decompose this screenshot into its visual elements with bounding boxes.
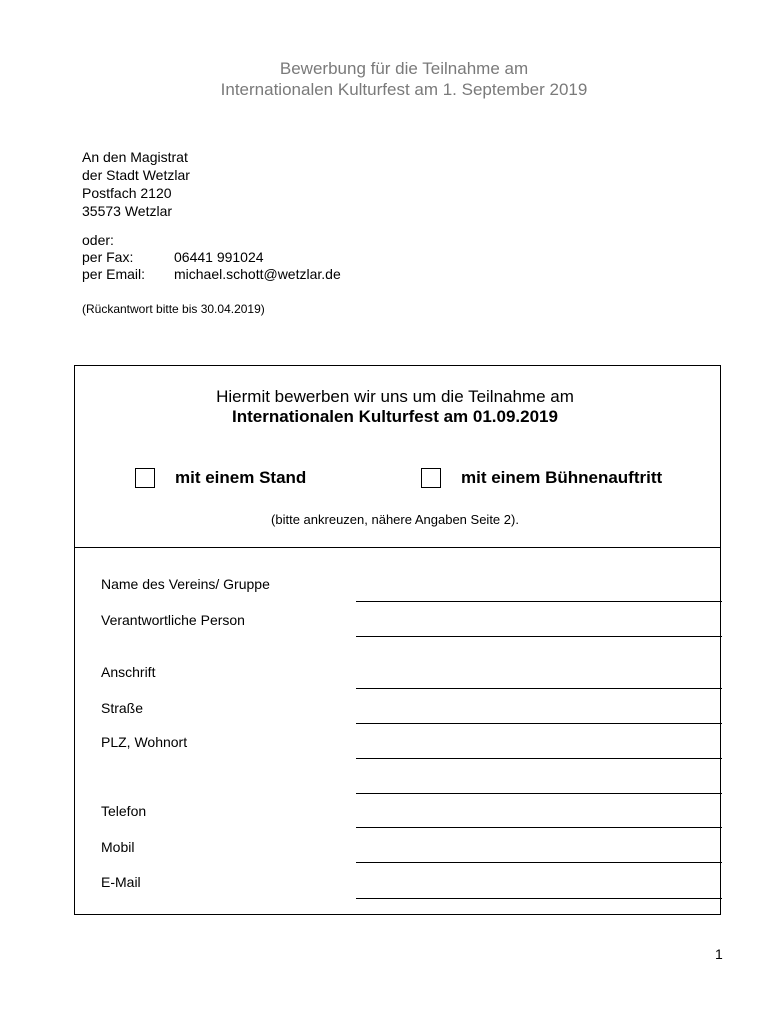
phone-label: Telefon — [101, 803, 147, 819]
address-line-3: Postfach 2120 — [82, 185, 172, 201]
address-input-line[interactable] — [356, 688, 722, 689]
page-number: 1 — [715, 946, 723, 962]
email-input-line[interactable] — [356, 898, 722, 899]
street-input-line[interactable] — [356, 723, 722, 724]
address-line-1: An den Magistrat — [82, 149, 188, 165]
club-name-label: Name des Vereins/ Gruppe — [101, 576, 270, 592]
application-header — [75, 366, 720, 548]
contact-block — [82, 232, 341, 283]
stage-checkbox[interactable] — [421, 468, 441, 488]
phone-input-line[interactable] — [356, 827, 722, 828]
postcode-city-input-line[interactable] — [356, 758, 722, 759]
stage-label: mit einem Bühnenauftritt — [461, 468, 663, 487]
application-line-2: Internationalen Kulturfest am 01.09.2019 — [232, 407, 558, 426]
responsible-person-label: Verantwortliche Person — [101, 612, 245, 628]
responsible-person-input-line[interactable] — [356, 636, 722, 637]
recipient-address — [82, 148, 190, 220]
application-form — [74, 365, 721, 915]
application-line-1: Hiermit bewerben wir uns um die Teilnahme am — [216, 387, 574, 406]
fax-row — [82, 249, 341, 266]
address-label: Anschrift — [101, 664, 156, 680]
title-line-1: Bewerbung für die Teilnahme am — [279, 59, 529, 78]
address-line-4: 35573 Wetzlar — [82, 203, 173, 219]
reply-deadline-note: (Rückantwort bitte bis 30.04.2019) — [82, 302, 265, 316]
club-name-input-line[interactable] — [356, 601, 722, 602]
stand-label: mit einem Stand — [175, 468, 307, 487]
document-title — [0, 58, 770, 100]
tick-instruction: (bitte ankreuzen, nähere Angaben Seite 2). — [271, 512, 519, 527]
email-field-label: E-Mail — [101, 874, 141, 890]
street-label: Straße — [101, 700, 144, 716]
postcode-city-label: PLZ, Wohnort — [101, 734, 188, 750]
mobile-input-line[interactable] — [356, 862, 722, 863]
stand-checkbox[interactable] — [135, 468, 155, 488]
email-label: per Email: — [82, 266, 146, 282]
address-line-2: der Stadt Wetzlar — [82, 167, 190, 183]
option-stand[interactable] — [135, 468, 306, 488]
option-stage[interactable] — [421, 468, 662, 488]
email-row — [82, 266, 341, 283]
email-value[interactable]: michael.schott@wetzlar.de — [174, 266, 341, 282]
mobile-label: Mobil — [101, 839, 135, 855]
fax-value: 06441 991024 — [174, 249, 264, 265]
fax-label: per Fax: — [82, 249, 134, 265]
title-line-2: Internationalen Kulturfest am 1. September 2019 — [220, 80, 588, 99]
or-label: oder: — [82, 232, 114, 248]
blank-input-line[interactable] — [356, 793, 722, 794]
